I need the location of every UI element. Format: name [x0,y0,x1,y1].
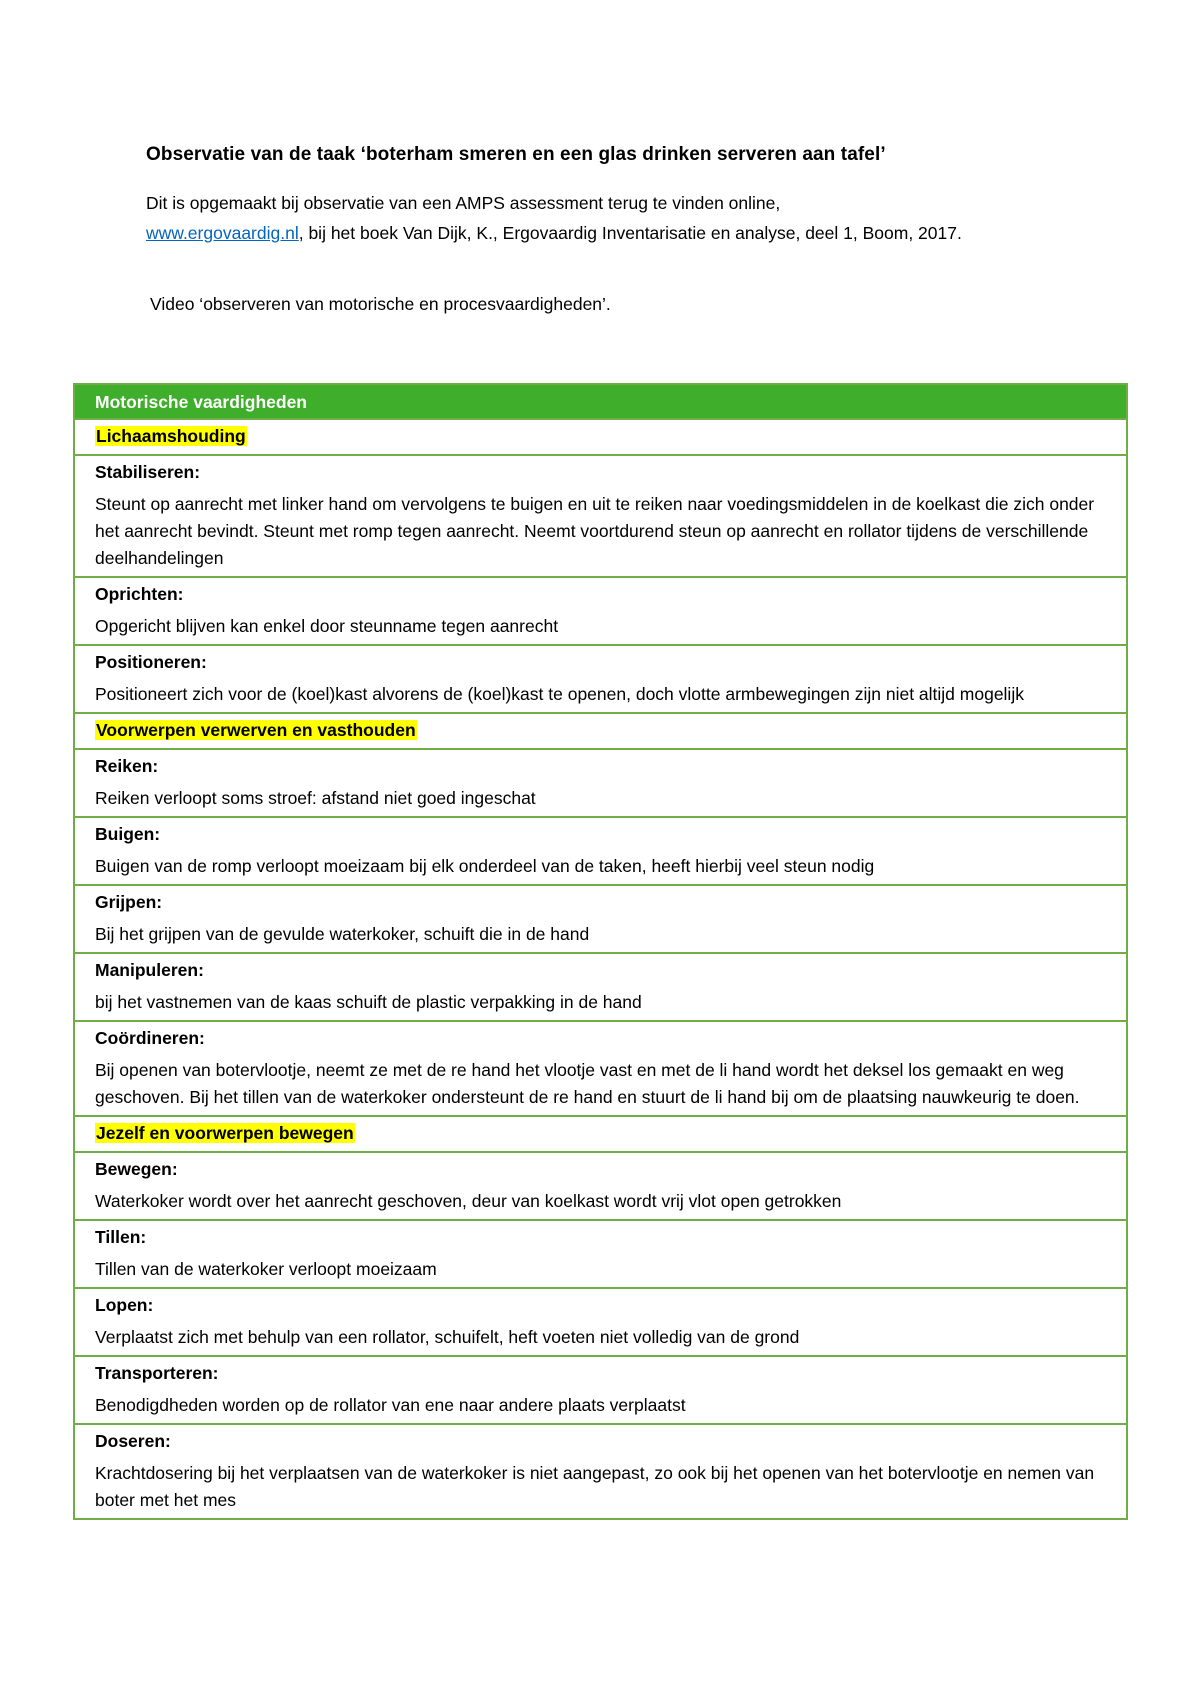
table-header-row [74,384,1127,419]
motor-skills-table [73,383,1128,1520]
item-text: Opgericht blijven kan enkel door steunname tegen aanrecht [95,616,559,636]
table-row [74,1152,1127,1220]
table-row [74,817,1127,885]
item-text: Waterkoker wordt over het aanrecht geschoven, deur van koelkast wordt vrij vlot open getrokken [95,1191,842,1211]
table-row [74,455,1127,577]
item-label: Manipuleren: [95,960,204,980]
item-label: Lopen: [95,1295,154,1315]
item-label: Doseren: [95,1431,171,1451]
section-row [74,419,1127,455]
item-label: Bewegen: [95,1159,178,1179]
item-label: Reiken: [95,756,159,776]
table-row [74,1021,1127,1116]
item-label: Grijpen: [95,892,163,912]
section-label-jezelf-bewegen: Jezelf en voorwerpen bewegen [96,1123,354,1143]
intro-text-part1: Dit is opgemaakt bij observatie van een AMPS assessment terug te vinden online, [146,193,781,213]
table-row [74,1220,1127,1288]
section-row [74,713,1127,749]
item-text: Reiken verloopt soms stroef: afstand niet goed ingeschat [95,788,536,808]
table-row [74,885,1127,953]
section-label-voorwerpen-verwerven: Voorwerpen verwerven en vasthouden [96,720,416,740]
item-text: Krachtdosering bij het verplaatsen van de waterkoker is niet aangepast, zo ook bij het openen van het botervlootje en nemen van boter met het mes [95,1463,1095,1510]
video-reference: Video ‘observeren van motorische en procesvaardigheden’. [150,294,611,314]
table-row [74,1288,1127,1356]
table-row [74,645,1127,713]
item-label: Coördineren: [95,1028,205,1048]
item-label: Oprichten: [95,584,184,604]
item-label: Stabiliseren: [95,462,201,482]
table-row [74,953,1127,1021]
section-row [74,1116,1127,1152]
table-row [74,1356,1127,1424]
table-header: Motorische vaardigheden [74,384,1127,419]
table-row [74,749,1127,817]
item-text: Bij openen van botervlootje, neemt ze met de re hand het vlootje vast en met de li hand wordt het deksel los gemaakt en weg geschoven. Bij het tillen van de waterkoker ondersteunt de re hand en stuurt de li hand bij om de plaatsing nauwkeurig te doen. [95,1060,1080,1107]
item-label: Tillen: [95,1227,147,1247]
item-label: Buigen: [95,824,161,844]
item-text: Benodigdheden worden op de rollator van ene naar andere plaats verplaatst [95,1395,686,1415]
item-text: Verplaatst zich met behulp van een rollator, schuifelt, heft voeten niet volledig van de grond [95,1327,800,1347]
table-row [74,577,1127,645]
item-text: Bij het grijpen van de gevulde waterkoker, schuift die in de hand [95,924,590,944]
item-text: Steunt op aanrecht met linker hand om vervolgens te buigen en uit te reiken naar voedingsmiddelen in de koelkast die zich onder het aanrecht bevindt. Steunt met romp tegen aanrecht. Neemt voortdurend steun op aanrecht en rollator tijdens de verschillende deelhandelingen [95,494,1095,568]
intro-text-part2: , bij het boek Van Dijk, K., Ergovaardig Inventarisatie en analyse, deel 1, Boom, 2017. [298,223,962,243]
ergovaardig-link[interactable]: www.ergovaardig.nl [146,223,299,243]
item-text: Positioneert zich voor de (koel)kast alvorens de (koel)kast te openen, doch vlotte armbewegingen zijn niet altijd mogelijk [95,684,1024,704]
item-label: Transporteren: [95,1363,219,1383]
item-text: Tillen van de waterkoker verloopt moeizaam [95,1259,437,1279]
intro-paragraph [146,188,1046,248]
item-text: bij het vastnemen van de kaas schuift de plastic verpakking in de hand [95,992,642,1012]
table-row [74,1424,1127,1519]
document-title: Observatie van de taak ‘boterham smeren en een glas drinken serveren aan tafel’ [146,144,886,165]
item-label: Positioneren: [95,652,207,672]
section-label-lichaamshouding: Lichaamshouding [96,426,246,446]
item-text: Buigen van de romp verloopt moeizaam bij elk onderdeel van de taken, heeft hierbij veel steun nodig [95,856,875,876]
